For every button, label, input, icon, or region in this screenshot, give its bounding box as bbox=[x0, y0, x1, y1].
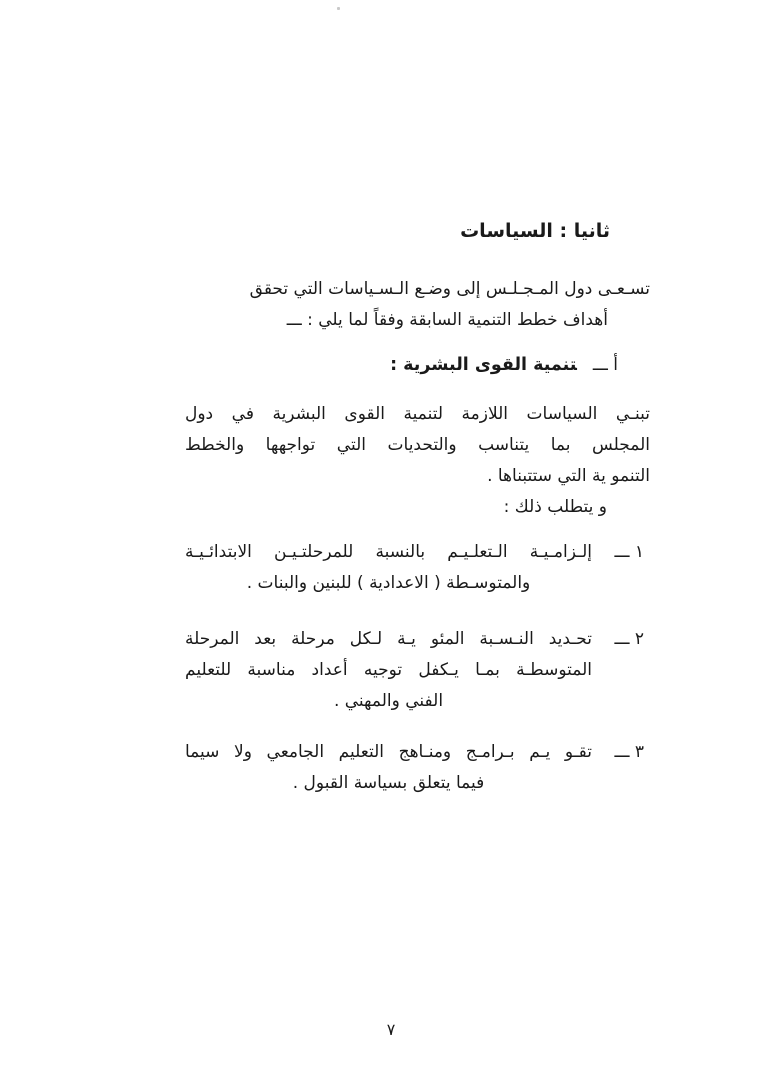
page-title: ثانيا : السياسات bbox=[460, 220, 610, 242]
item-number: ٢ ـــ bbox=[614, 629, 644, 649]
item-text bbox=[185, 624, 592, 717]
item-text bbox=[185, 537, 592, 599]
text-line: تقـو يـم بـرامـج ومنـاهج التعليم الجامعي ولا سيما bbox=[185, 742, 592, 762]
text-line: والمتوسـطة ( الاعدادية ) للبنين والبنات . bbox=[246, 573, 531, 593]
section-heading bbox=[185, 350, 650, 381]
intro-paragraph bbox=[185, 274, 650, 336]
policy-item bbox=[185, 737, 650, 799]
text-line: المجلس بما يتناسب والتحديات التي تواجهها والخطط bbox=[185, 435, 650, 455]
text-line: تبنـي السياسات اللازمة لتنمية القوى البشرية في دول bbox=[185, 404, 650, 424]
text-line: المتوسطـة بمـا يـكفل توجيه أعداد مناسبة للتعليم bbox=[185, 660, 592, 680]
text-line: تحـديد النـسـبة المئو يـة لـكل مرحلة بعد المرحلة bbox=[185, 629, 592, 649]
body-paragraph bbox=[185, 399, 650, 523]
policy-items-list bbox=[185, 537, 650, 799]
text-column bbox=[185, 0, 650, 1078]
text-line: فيما يتعلق بسياسة القبول . bbox=[292, 773, 485, 793]
item-text bbox=[185, 737, 592, 799]
text-line: و يتطلب ذلك : bbox=[503, 497, 607, 517]
section-marker: أ ـــ bbox=[592, 355, 618, 375]
item-number: ١ ـــ bbox=[614, 542, 644, 562]
section-title: تنمية القوى البشرية : bbox=[390, 355, 577, 375]
text-line: الفني والمهني . bbox=[333, 691, 444, 711]
text-line: تسـعـى دول المـجـلـس إلى وضـع الـسـياسات التي تحقق bbox=[249, 279, 650, 299]
text-line: إلـزامـيـة الـتعلـيـم بالنسبة للمرحلتـيـن الابتدائـيـة bbox=[185, 542, 592, 562]
item-number: ٣ ـــ bbox=[614, 742, 644, 762]
text-line: التنمو ية التي ستتبناها . bbox=[487, 466, 650, 486]
text-line: أهداف خطط التنمية السابقة وفقاً لما يلي : ـــ bbox=[286, 310, 608, 330]
policy-item bbox=[185, 624, 650, 717]
policy-item bbox=[185, 537, 650, 599]
page-number: ٧ bbox=[386, 1020, 396, 1039]
